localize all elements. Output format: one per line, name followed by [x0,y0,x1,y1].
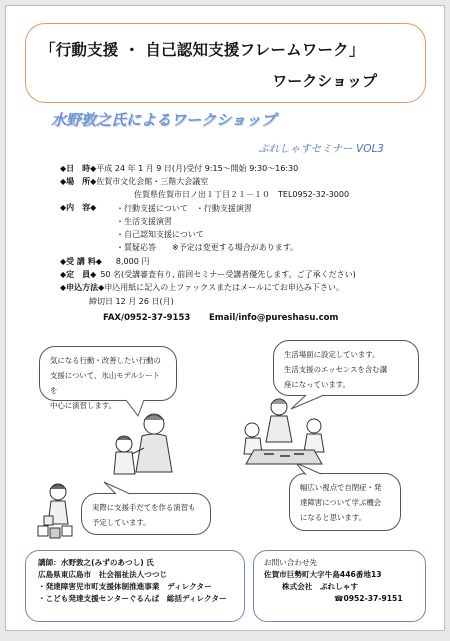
apply-value: 申込用紙に記入の上ファックスまたはメールにてお申込み下さい。 [104,283,344,292]
content-item: ・生活支援演習 [116,217,172,226]
bubble-text: 座になっています。 [284,380,350,389]
content-item: ・自己認知支援について [116,230,204,239]
date-label: ◆日 時◆ [60,164,97,173]
lecturer-role: ・発達障害児市町支援体制推進事業 ディレクター [38,582,212,591]
title-line-2: ワークショップ [272,72,377,90]
workshop-banner: 水野敦之氏によるワークショップ [51,111,276,129]
lecturer-role: ・こども発達支援センターぐるんぱ 総括ディレクター [38,594,227,603]
apply-label: ◆申込方法◆ [60,283,105,292]
email-address: Email/info@pureshasu.com [209,313,339,323]
fee-label: ◆受 講 料◆ [60,257,102,266]
bubble-text: 実際に支援手だてを作る演習も [92,503,196,512]
flyer-page [5,5,445,631]
date-value: 平成 24 年 1 月 9 日(月)受付 9:15～開始 9:30～16:30 [96,164,299,173]
bubble-text: 予定しています。 [92,518,151,527]
lecturer-box [25,550,245,622]
lecturer-name: 講師：水野敦之(みずのあつし) 氏 [38,558,154,567]
teacher-and-children-illustration [234,392,334,472]
content-label: ◆内 容◆ [60,203,97,212]
content-item: ・行動支援について ・行動支援演習 [116,204,252,213]
title-line-1: 「行動支援 ・ 自己認知支援フレームワーク」 [40,41,365,59]
capacity-value: 50 名(受講審査有り, 前回セミナー受講者優先します。ご了承ください) [100,270,356,279]
fax-number: FAX/0952-37-9153 [103,313,191,323]
capacity-label: ◆定 員◆ [60,270,97,279]
place-label: ◆場 所◆ [60,177,97,186]
contact-phone: ☎0952-37-9151 [334,594,403,603]
contact-address: 佐賀市巨勢町大字牛島446番地13 [264,570,382,579]
lecturer-organization: 広島県東広島市 社会福祉法人つつじ [38,570,168,579]
bubble-text: 中心に演習します。 [50,401,116,410]
contact-company: 株式会社 ぷれしゃす [282,582,358,591]
bubble-text: になると思います。 [300,513,366,522]
deadline: 締切日 12 月 26 日(月) [89,297,174,306]
seminar-volume: ぷれしゃすセミナー VOL3 [258,143,384,155]
bubble-text: 幅広い視点で自閉症・発 [300,483,382,492]
bubble-text: 支援について、氷山モデルシートを [50,371,161,395]
bubble-text: 生活場面に設定しています。 [284,350,380,359]
place-value: 佐賀市文化会館・三階大会議室 [96,177,209,186]
content-item: ・質疑応答 ※予定は変更する場合があります。 [116,243,299,252]
child-with-blocks-illustration [32,480,82,550]
fee-value: 8,000 円 [115,257,150,266]
bubble-text: 達障害について学ぶ機会 [300,498,382,507]
bubble-text: 気になる行動・改善したい行動の [50,356,161,365]
bubble-text: 生活支援のエッセンスを含む講 [284,365,388,374]
contact-heading: お問い合わせ先 [264,558,318,567]
contact-box [253,550,426,622]
adult-and-child-illustration [102,410,192,490]
address-line: 佐賀県佐賀市日ノ出１丁目２１－１０ TEL0952-32-3000 [134,190,350,199]
